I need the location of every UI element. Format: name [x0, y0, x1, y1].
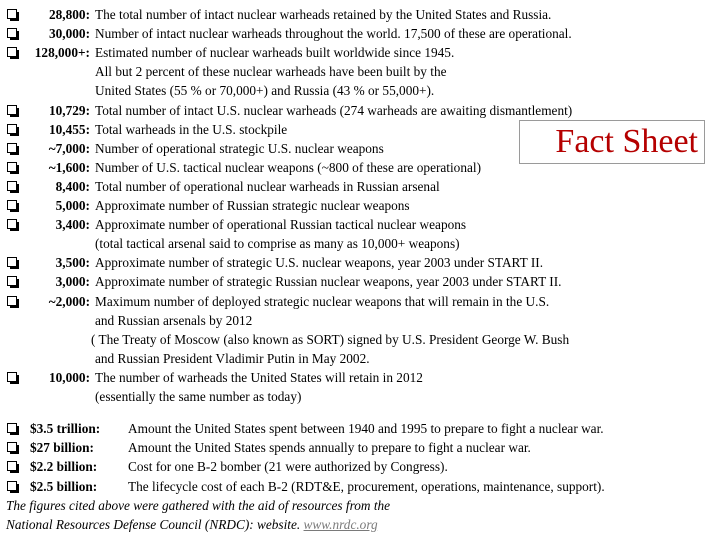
- fact-continuation-row: [0, 349, 720, 368]
- cost-row: [0, 457, 720, 476]
- checkbox-bullet-icon: [7, 423, 17, 433]
- checkbox-bullet-icon: [7, 276, 17, 286]
- footer-line-2: [6, 515, 378, 534]
- fact-description: and Russian arsenals by 2012: [95, 312, 253, 328]
- fact-value: 3,400:: [55, 217, 90, 233]
- checkbox-bullet-icon: [7, 461, 17, 471]
- fact-description: Total warheads in the U.S. stockpile: [95, 121, 288, 137]
- fact-row: [0, 215, 720, 234]
- fact-value: 10,455:: [49, 121, 90, 137]
- fact-description: All but 2 percent of these nuclear warheads have been built by the: [95, 64, 447, 80]
- fact-value: 10,000:: [49, 369, 90, 385]
- fact-value: 30,000:: [49, 26, 90, 42]
- checkbox-bullet-icon: [7, 257, 17, 267]
- fact-value: ~2,000:: [48, 293, 90, 309]
- fact-description: Number of intact nuclear warheads throughout the world. 17,500 of these are operational.: [95, 26, 572, 42]
- checkbox-bullet-icon: [7, 481, 17, 491]
- fact-description: and Russian President Vladimir Putin in May 2002.: [95, 350, 370, 366]
- fact-description: Number of U.S. tactical nuclear weapons (~800 of these are operational): [95, 159, 482, 175]
- checkbox-bullet-icon: [7, 200, 17, 210]
- fact-value: 28,800:: [49, 7, 90, 22]
- fact-continuation-row: [0, 311, 720, 330]
- fact-row: [0, 101, 720, 120]
- checkbox-bullet-icon: [7, 47, 17, 57]
- fact-row: [0, 5, 720, 24]
- checkbox-bullet-icon: [7, 219, 17, 229]
- cost-row: [0, 419, 720, 438]
- nrdc-link[interactable]: www.nrdc.org: [303, 517, 378, 532]
- checkbox-bullet-icon: [7, 105, 17, 115]
- fact-value: 3,000:: [55, 274, 90, 290]
- cost-row: [0, 438, 720, 457]
- fact-description: Approximate number of strategic Russian nuclear weapons, year 2003 under START II.: [95, 274, 562, 290]
- fact-description: The total number of intact nuclear warheads retained by the United States and Russia.: [95, 7, 552, 22]
- fact-row: [0, 43, 720, 62]
- fact-row: [0, 272, 720, 291]
- cost-description: The lifecycle cost of each B-2 (RDT&E, procurement, operations, maintenance, support).: [128, 478, 605, 494]
- checkbox-bullet-icon: [7, 442, 17, 452]
- fact-description: United States (55 % or 70,000+) and Russia (43 % or 55,000+).: [95, 83, 435, 99]
- fact-continuation-row: [0, 234, 720, 253]
- fact-row: [0, 139, 720, 158]
- cost-row: [0, 477, 720, 496]
- fact-description: Approximate number of operational Russian tactical nuclear weapons: [95, 217, 467, 233]
- fact-description: (total tactical arsenal said to comprise as many as 10,000+ weapons): [95, 236, 460, 252]
- fact-value: 5,000:: [55, 198, 90, 213]
- fact-sheet-title: Fact Sheet: [519, 120, 705, 164]
- fact-value: 3,500:: [55, 255, 90, 271]
- fact-row: [0, 120, 720, 139]
- checkbox-bullet-icon: [7, 9, 17, 19]
- fact-description: Total number of operational nuclear warheads in Russian arsenal: [95, 178, 440, 194]
- footer-line-1: The figures cited above were gathered with the aid of resources from the: [6, 498, 391, 513]
- fact-value: ~7,000:: [48, 140, 90, 156]
- fact-value: 128,000+:: [34, 45, 90, 61]
- cost-value: $3.5 trillion:: [30, 421, 101, 436]
- checkbox-bullet-icon: [7, 28, 17, 38]
- fact-row: [0, 292, 720, 311]
- cost-value: $27 billion:: [30, 440, 94, 456]
- fact-value: 8,400:: [55, 178, 90, 194]
- checkbox-bullet-icon: [7, 296, 17, 306]
- fact-description: ( The Treaty of Moscow (also known as SORT) signed by U.S. President George W. Bush: [91, 331, 570, 347]
- fact-value: 10,729:: [49, 102, 90, 118]
- fact-description: Maximum number of deployed strategic nuclear weapons that will remain in the U.S.: [95, 293, 550, 309]
- fact-continuation-row: [0, 387, 720, 406]
- cost-description: Amount the United States spent between 1940 and 1995 to prepare to fight a nuclear war.: [128, 421, 604, 436]
- fact-row: [0, 196, 720, 215]
- checkbox-bullet-icon: [7, 181, 17, 191]
- fact-description: Estimated number of nuclear warheads built worldwide since 1945.: [95, 45, 455, 61]
- footer-source-text: National Resources Defense Council (NRDC): website.: [6, 517, 304, 532]
- checkbox-bullet-icon: [7, 372, 17, 382]
- checkbox-bullet-icon: [7, 143, 17, 153]
- fact-row: [0, 368, 720, 387]
- fact-row: [0, 177, 720, 196]
- fact-value: ~1,600:: [48, 159, 90, 175]
- fact-description: Approximate number of Russian strategic nuclear weapons: [95, 198, 410, 213]
- fact-continuation-row: [0, 330, 720, 349]
- fact-description: The number of warheads the United States will retain in 2012: [95, 369, 423, 385]
- fact-continuation-row: [0, 81, 720, 100]
- fact-row: [0, 158, 720, 177]
- cost-value: $2.5 billion:: [30, 478, 98, 494]
- cost-description: Cost for one B-2 bomber (21 were authorized by Congress).: [128, 459, 448, 475]
- fact-description: Number of operational strategic U.S. nuclear weapons: [95, 140, 384, 156]
- checkbox-bullet-icon: [7, 124, 17, 134]
- fact-description: Total number of intact U.S. nuclear warheads (274 warheads are awaiting dismantlement): [95, 102, 573, 118]
- fact-description: (essentially the same number as today): [95, 389, 302, 404]
- fact-description: Approximate number of strategic U.S. nuclear weapons, year 2003 under START II.: [95, 255, 544, 271]
- cost-value: $2.2 billion:: [30, 459, 98, 475]
- cost-description: Amount the United States spends annually to prepare to fight a nuclear war.: [128, 440, 531, 456]
- fact-row: [0, 253, 720, 272]
- fact-continuation-row: [0, 62, 720, 81]
- checkbox-bullet-icon: [7, 162, 17, 172]
- fact-row: [0, 24, 720, 43]
